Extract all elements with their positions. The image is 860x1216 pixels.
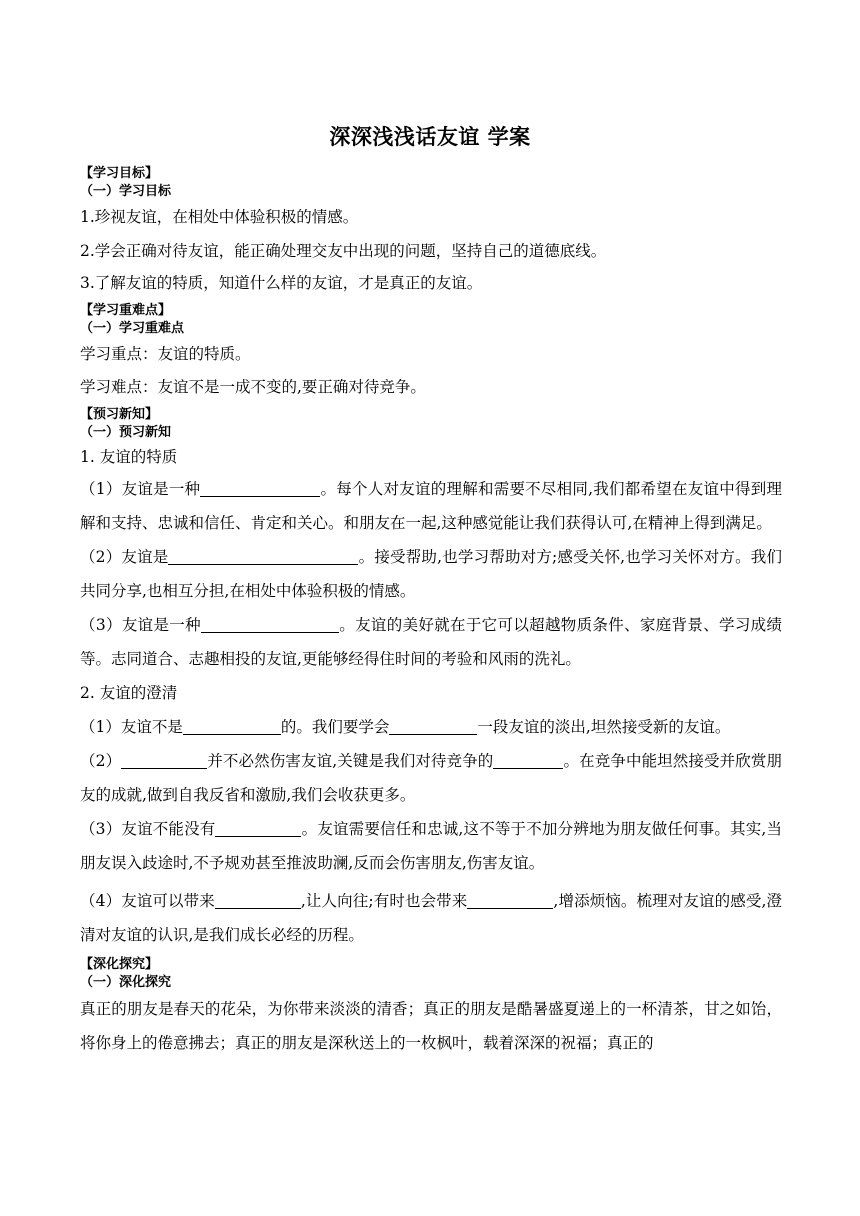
question-text: （3）友谊不能没有 (80, 819, 216, 838)
question-text: 一段友谊的淡出,坦然接受新的友谊。 (477, 717, 731, 736)
goal-item: 1.珍视友谊，在相处中体验积极的情感。 (80, 208, 359, 226)
goal-item: 2.学会正确对待友谊，能正确处理交友中出现的问题，坚持自己的道德底线。 (80, 241, 607, 260)
question-text: 并不必然伤害友谊,关键是我们对待竞争的 (207, 751, 494, 770)
fill-blank[interactable] (183, 716, 281, 735)
fill-blank[interactable] (121, 750, 207, 769)
question-text: （1）友谊不是 (80, 717, 183, 736)
keypoint-item: 学习难点：友谊不是一成不变的,要正确对待竞争。 (80, 377, 426, 396)
question-text: ,增添烦恼。梳理对友谊的感受,澄清对友谊的认识,是我们成长必经的历程。 (80, 891, 782, 944)
question-text: （2） (80, 751, 122, 770)
question-text: 。每个人对友谊的理解和需要不尽相同,我们都希望在友谊中得到理解和支持、忠诚和信任、肯定和关心。和朋友在一起,这种感觉能让我们获得认可,在精神上得到满足。 (80, 479, 782, 532)
question-text: （4）友谊可以带来 (80, 891, 215, 910)
question-text: 。友谊需要信任和忠诚,这不等于不加分辨地为朋友做任何事。其实,当朋友误入歧途时,不予规劝甚至推波助澜,反而会伤害朋友,伤害友谊。 (80, 819, 782, 872)
fill-blank[interactable] (215, 890, 301, 909)
clarify-3 (80, 812, 782, 880)
subheading-explore: （一）深化探究 (80, 974, 172, 990)
section-heading-keypoints: 【学习重难点】 (80, 303, 172, 318)
clarify-2 (80, 744, 782, 812)
question-text: 的。我们要学会 (280, 717, 390, 736)
page-title: 深深浅浅话友谊 学案 (329, 125, 531, 149)
fill-blank[interactable] (168, 546, 358, 565)
question-2 (80, 540, 782, 608)
fill-blank[interactable] (467, 890, 553, 909)
section-heading-goals: 【学习目标】 (80, 166, 159, 181)
explore-text: 真正的朋友是春天的花朵，为你带来淡淡的清香；真正的朋友是酷暑盛夏递上的一杯清茶，甘之如饴，将你身上的倦意拂去；真正的朋友是深秋送上的一枚枫叶，载着深深的祝福；真正的 (80, 999, 782, 1052)
question-text: 。接受帮助,也学习帮助对方;感受关怀,也学习关怀对方。我们共同分享,也相互分担,在相处中体验积极的情感。 (80, 547, 782, 600)
question-text: （2）友谊是 (80, 547, 169, 566)
subheading-preview: （一）预习新知 (80, 424, 172, 440)
fill-blank[interactable] (493, 750, 563, 769)
fill-blank[interactable] (389, 716, 477, 735)
question-text: ,让人向往;有时也会带来 (300, 891, 468, 910)
keypoint-item: 学习重点：友谊的特质。 (80, 345, 251, 363)
question-1 (80, 472, 782, 540)
subheading-keypoints: （一）学习重难点 (80, 321, 185, 336)
part-title-clarify: 2. 友谊的澄清 (80, 683, 178, 702)
section-heading-explore: 【深化探究】 (80, 956, 159, 972)
clarify-4 (80, 884, 782, 952)
subheading-goals: （一）学习目标 (80, 184, 172, 199)
goal-item: 3.了解友谊的特质，知道什么样的友谊，才是真正的友谊。 (80, 274, 483, 292)
part-title-traits: 1. 友谊的特质 (80, 447, 178, 466)
section-heading-preview: 【预习新知】 (80, 406, 159, 422)
clarify-1 (80, 710, 782, 744)
question-3 (80, 608, 782, 676)
document-body (80, 161, 782, 1060)
question-text: 。友谊的美好就在于它可以超越物质条件、家庭背景、学习成绩等。志同道合、志趣相投的友谊,更能够经得住时间的考验和风雨的洗礼。 (80, 615, 782, 668)
fill-blank[interactable] (200, 478, 320, 497)
fill-blank[interactable] (201, 614, 339, 633)
question-text: （3）友谊是一种 (80, 615, 201, 634)
question-text: （1）友谊是一种 (80, 479, 201, 498)
question-text: 。在竞争中能坦然接受并欣赏朋友的成就,做到自我反省和激励,我们会收获更多。 (80, 751, 782, 804)
fill-blank[interactable] (215, 818, 301, 837)
